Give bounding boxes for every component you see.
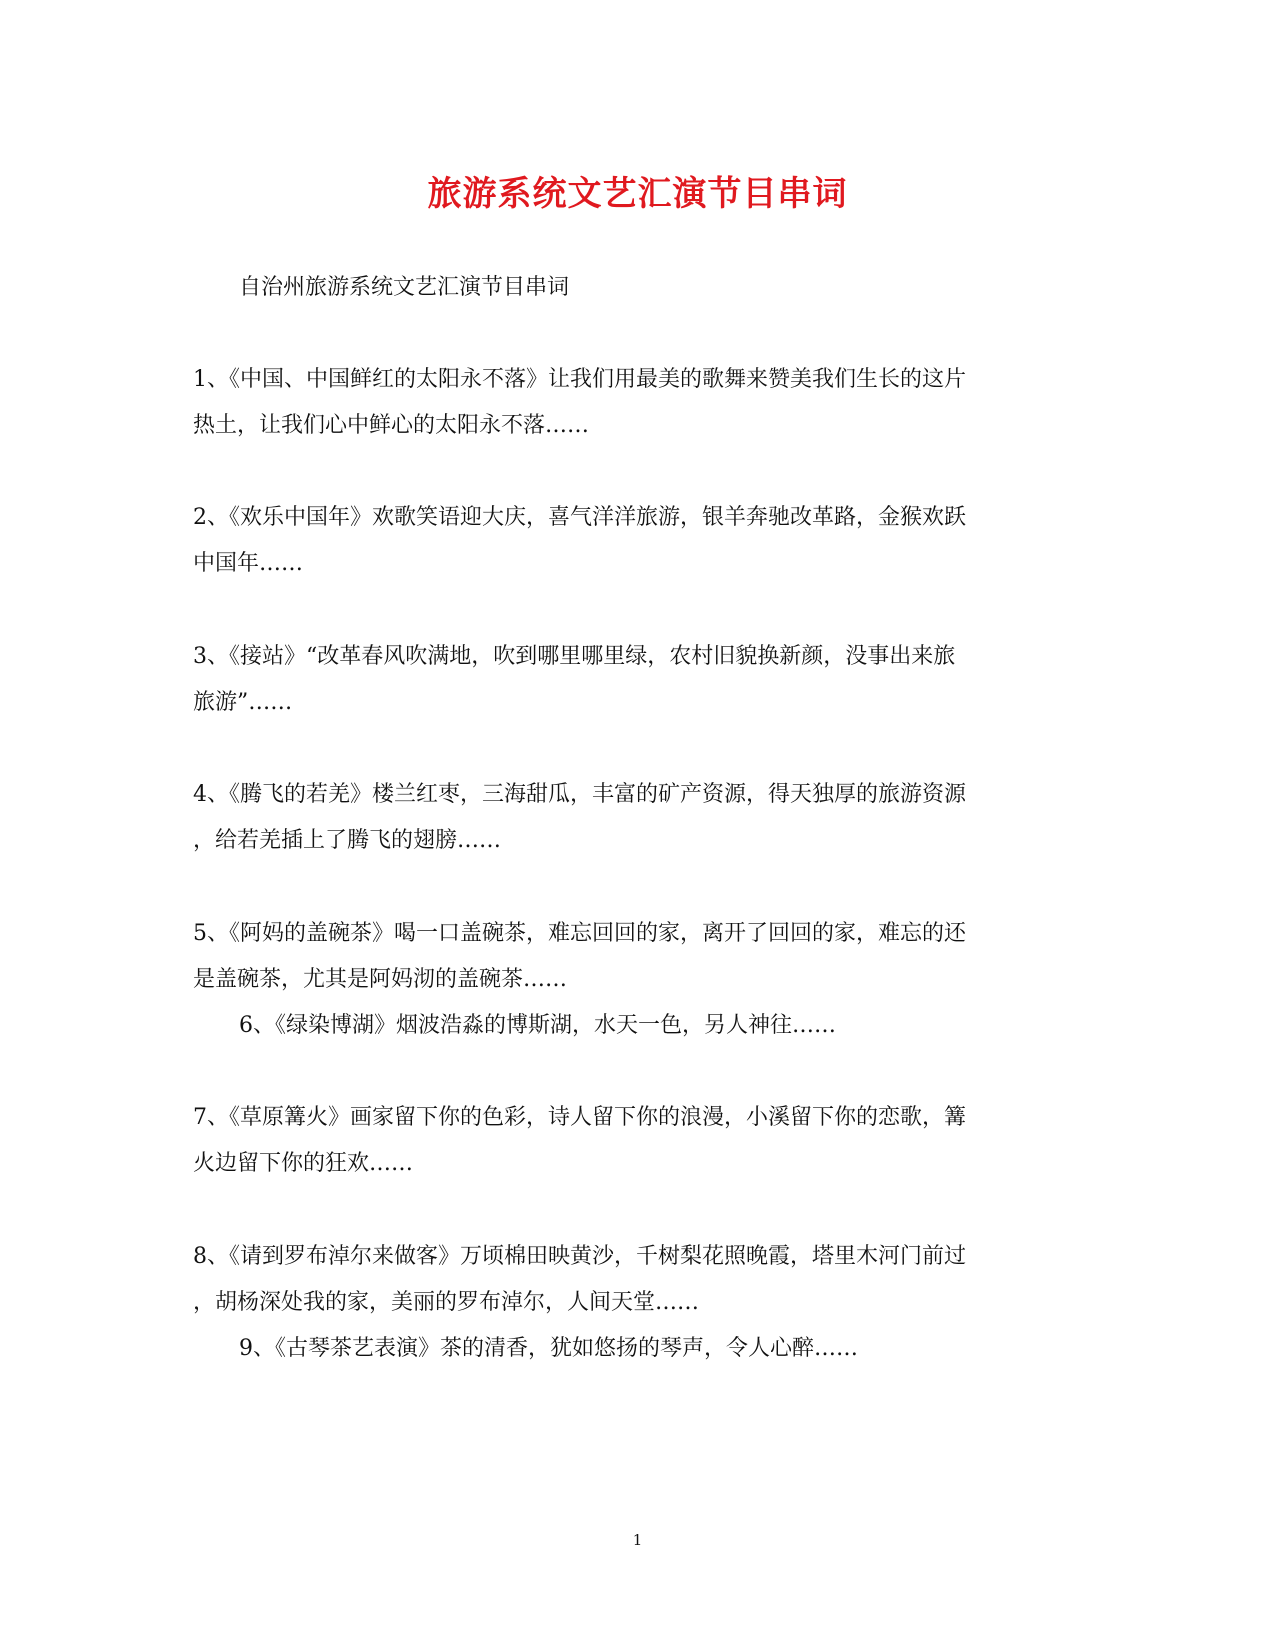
program-item-line: 2、《欢乐中国年》欢歌笑语迎大庆，喜气洋洋旅游，银羊奔驰改革路，金猴欢跃 <box>193 505 966 530</box>
subtitle-line: 自治州旅游系统文艺汇演节目串词 <box>239 275 570 300</box>
program-item-3 <box>193 634 1083 726</box>
program-item-5 <box>193 911 1083 1003</box>
program-item-6 <box>193 1003 1083 1049</box>
subtitle-paragraph <box>193 265 1083 311</box>
program-item-8 <box>193 1234 1083 1326</box>
program-item-1 <box>193 357 1083 449</box>
program-item-7 <box>193 1095 1083 1187</box>
program-item-line: 中国年…… <box>193 551 304 576</box>
program-item-line: 火边留下你的狂欢…… <box>193 1151 414 1176</box>
program-item-line: 5、《阿妈的盖碗茶》喝一口盖碗茶，难忘回回的家，离开了回回的家，难忘的还 <box>193 921 966 946</box>
program-item-line: 旅游”…… <box>193 690 293 715</box>
page-number: 1 <box>632 1531 643 1549</box>
program-item-line: 8、《请到罗布淖尔来做客》万顷棉田映黄沙，千树梨花照晚霞，塔里木河门前过 <box>193 1244 966 1269</box>
program-item-9 <box>193 1326 1083 1372</box>
program-item-line: 3、《接站》“改革春风吹满地，吹到哪里哪里绿，农村旧貌换新颜，没事出来旅 <box>193 644 956 669</box>
program-item-line: 是盖碗茶，尤其是阿妈沏的盖碗茶…… <box>193 967 568 992</box>
program-item-line: 4、《腾飞的若羌》楼兰红枣，三海甜瓜，丰富的矿产资源，得天独厚的旅游资源 <box>193 782 966 807</box>
program-item-line: 9、《古琴茶艺表演》茶的清香，犹如悠扬的琴声，令人心醉…… <box>239 1336 858 1361</box>
program-item-2 <box>193 495 1083 587</box>
program-item-line: ，胡杨深处我的家，美丽的罗布淖尔，人间天堂…… <box>193 1290 700 1315</box>
program-item-4 <box>193 772 1083 864</box>
program-item-line: 热土，让我们心中鲜心的太阳永不落…… <box>193 413 590 438</box>
document-title: 旅游系统文艺汇演节目串词 <box>427 174 848 214</box>
program-item-line: 6、《绿染博湖》烟波浩淼的博斯湖，水天一色，另人神往…… <box>239 1013 836 1038</box>
program-item-line: 7、《草原篝火》画家留下你的色彩，诗人留下你的浪漫，小溪留下你的恋歌，篝 <box>193 1105 966 1130</box>
program-item-line: ，给若羌插上了腾飞的翅膀…… <box>193 828 502 853</box>
program-item-line: 1、《中国、中国鲜红的太阳永不落》让我们用最美的歌舞来赞美我们生长的这片 <box>193 367 966 392</box>
